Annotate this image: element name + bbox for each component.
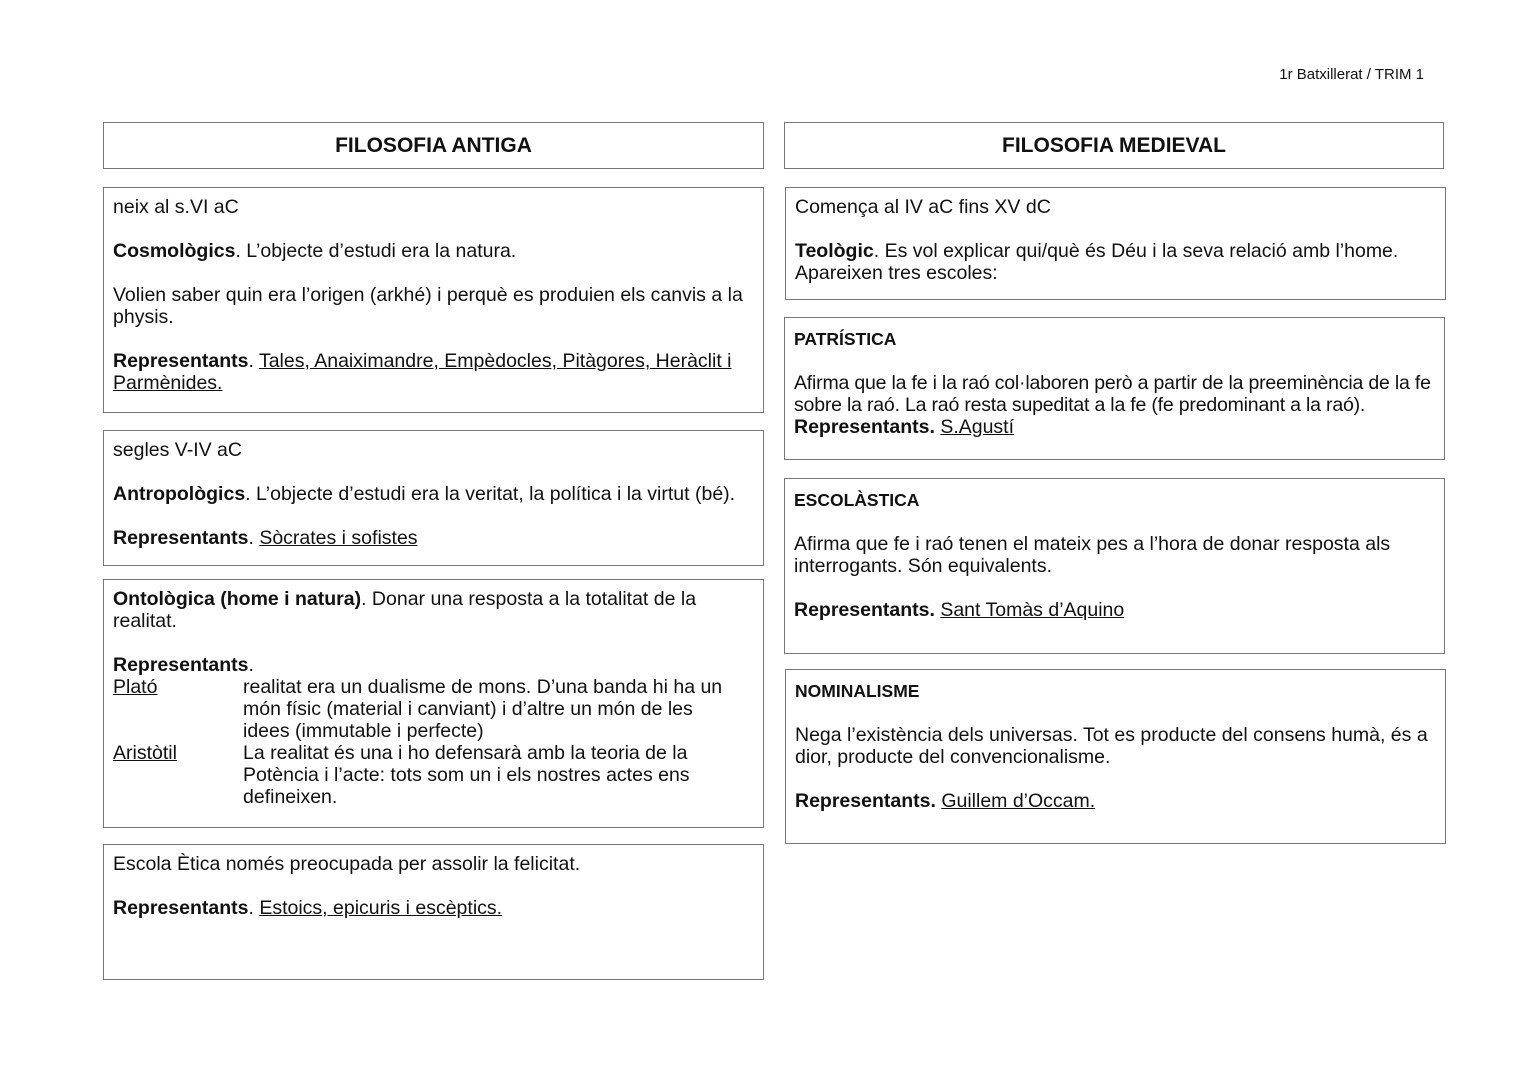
rep-names: Guillem d’Occam. xyxy=(941,790,1096,812)
card-etica xyxy=(103,844,764,980)
rep-names: Tales, Anaiximandre, Empèdocles, Pitàgores, Heràclit i Parmènides. xyxy=(113,350,732,394)
school-text: Afirma que fe i raó tenen el mateix pes a l’hora de donar resposta als interrogants. Són equivalents. xyxy=(794,533,1391,577)
card-escolastica xyxy=(784,478,1445,654)
rep-label: Representants xyxy=(113,527,249,549)
rep-names: S.Agustí xyxy=(940,416,1015,438)
rep-name: Aristòtil xyxy=(113,742,177,764)
card-representants xyxy=(113,654,754,676)
representant-plato xyxy=(113,676,754,742)
card-representants xyxy=(794,416,1435,438)
rep-name: Plató xyxy=(113,676,158,698)
card-text: . L’objecte d’estudi era la natura. xyxy=(235,240,517,262)
rep-label: Representants xyxy=(113,897,249,919)
card-description xyxy=(795,240,1436,284)
school-name: NOMINALISME xyxy=(795,681,920,701)
rep-sep: . xyxy=(248,527,260,549)
rep-desc: realitat era un dualisme de mons. D’una banda hi ha un món físic (material i canviant) i d’altre un món de les idees (immutable i perfecte) xyxy=(243,676,723,742)
card-description xyxy=(113,240,754,262)
card-text: . Donar una resposta a la totalitat de la realitat. xyxy=(113,588,697,632)
school-text: Afirma que la fe i la raó col·laboren però a partir de la preeminència de la fe sobre la raó. La raó resta supeditat a la fe (fe predominant a la raó). xyxy=(794,372,1431,416)
school-name: PATRÍSTICA xyxy=(794,329,897,349)
card-representants xyxy=(113,897,754,919)
card-heading: Teològic xyxy=(795,240,874,262)
antiga-title: FILOSOFIA ANTIGA xyxy=(103,122,764,169)
representant-aristotil xyxy=(113,742,754,808)
card-text: Escola Ètica només preocupada per assolir la felicitat. xyxy=(113,853,581,875)
rep-desc: La realitat és una i ho defensarà amb la teoria de la Potència i l’acte: tots som un i els nostres actes ens defineixen. xyxy=(243,742,690,808)
rep-sep: . xyxy=(248,350,259,372)
rep-sep: . xyxy=(248,654,254,676)
rep-label: Representants. xyxy=(794,416,935,438)
card-extra: Volien saber quin era l’origen (arkhé) i perquè es produien els canvis a la physis. xyxy=(113,284,743,328)
card-representants xyxy=(794,599,1435,621)
card-description xyxy=(113,588,754,632)
card-patristica xyxy=(784,317,1445,460)
card-representants xyxy=(795,790,1436,812)
rep-names: Sant Tomàs d’Aquino xyxy=(940,599,1125,621)
card-text: . L’objecte d’estudi era la veritat, la política i la virtut (bé). xyxy=(245,483,736,505)
card-medieval-intro xyxy=(785,187,1446,300)
card-heading: Ontològica (home i natura) xyxy=(113,588,362,610)
card-date: Comença al IV aC fins XV dC xyxy=(795,196,1051,218)
school-name: ESCOLÀSTICA xyxy=(794,490,920,510)
card-antropologics xyxy=(103,430,764,566)
card-date: segles V-IV aC xyxy=(113,439,242,461)
card-representants xyxy=(113,350,754,394)
card-description xyxy=(113,483,754,505)
card-cosmologics xyxy=(103,187,764,413)
rep-label: Representants. xyxy=(795,790,936,812)
card-date: neix al s.VI aC xyxy=(113,196,239,218)
rep-names: Sòcrates i sofistes xyxy=(259,527,418,549)
rep-names: Estoics, epicuris i escèptics. xyxy=(259,897,503,919)
card-representants xyxy=(113,527,754,549)
rep-label: Representants xyxy=(113,654,249,676)
card-heading: Antropològics xyxy=(113,483,246,505)
school-text: Nega l’existència dels universas. Tot es producte del consens humà, és a dior, producte del convencionalisme. xyxy=(795,724,1428,768)
card-ontologica xyxy=(103,579,764,828)
card-nominalisme xyxy=(785,669,1446,844)
page-header: 1r Batxillerat / TRIM 1 xyxy=(1279,66,1424,83)
rep-label: Representants. xyxy=(794,599,935,621)
rep-sep: . xyxy=(248,897,260,919)
card-text: . Es vol explicar qui/què és Déu i la seva relació amb l’home. Apareixen tres escoles: xyxy=(795,240,1399,284)
card-heading: Cosmològics xyxy=(113,240,236,262)
medieval-title: FILOSOFIA MEDIEVAL xyxy=(784,122,1444,169)
rep-label: Representants xyxy=(113,350,249,372)
